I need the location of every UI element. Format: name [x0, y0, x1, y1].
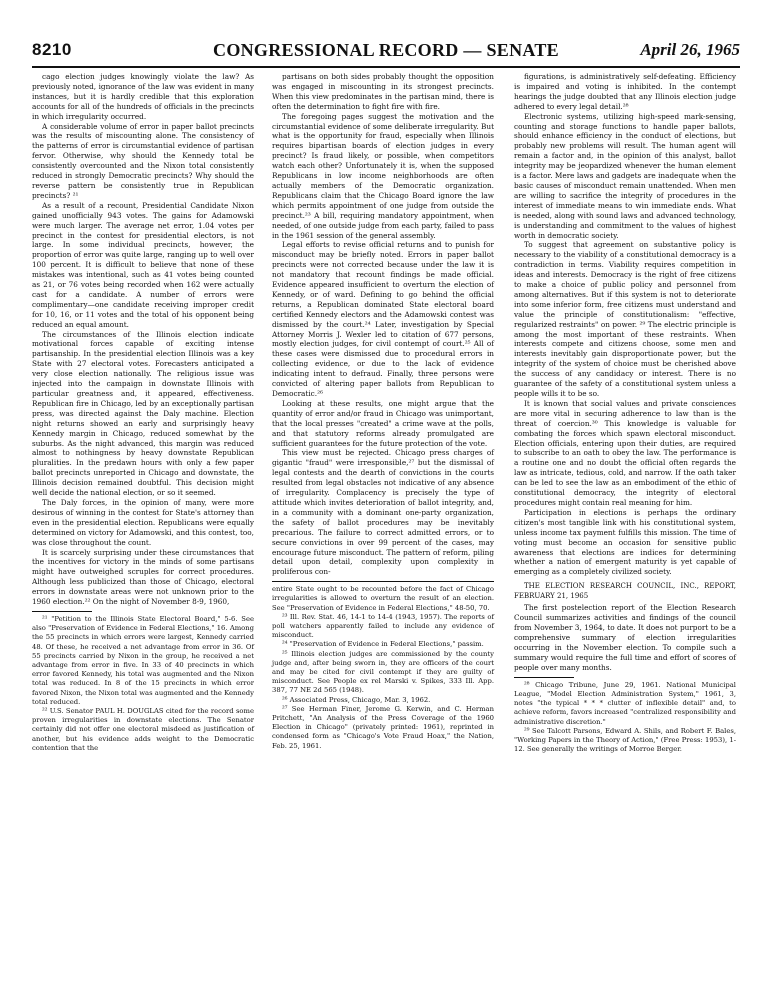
footnote-rule	[32, 611, 92, 612]
footnote: ²⁵ Illinois election judges are commissioned by the county judge and, after being sworn in, they are officers of the court and may be cited for civil contempt if they are guilty of misconduct. See People ex rel Marski v. Spikes, 333 Ill. App. 387, 77 NE 2d 565 (1948).	[272, 649, 494, 695]
footnotes	[272, 585, 494, 751]
paragraph: A considerable volume of error in paper ballot precincts was the results of miscounting alone. The consistency of the patterns of error is circumstantial evidence of partisan fervor. Otherwise, why should the Kennedy total be consistently overcounted and the Nixon total consistently reduced in strongly Democratic precincts? Why should the reverse pattern be consistently true in Republican precincts? ²¹	[32, 121, 254, 200]
column-3	[514, 72, 736, 754]
paragraph: The foregoing pages suggest the motivation and the circumstantial evidence of some deliberate irregularity. But what is the opportunity for fraud, especially when Illinois requires bipartisan boards of election judges in every precinct? Is fraud likely, or possible, when competitors watch each other? Unfortunately it is, when the supposed Republicans in low income neighborhoods are often actually members of the Democratic organization. Republicans claim that the Chicago Board ignore the law which permits appointment of one judge from outside the precinct.²³ A bill, requiring mandatory appointment, when needed, of one outside judge from each party, failed to pass in the 1961 session of the general assembly.	[272, 111, 494, 240]
paragraph: It is known that social values and private consciences are more vital in securing adherence to law than is the threat of coercion.³⁰ This knowledge is valuable for combating the forces which spawn electoral misconduct. Election officials, entering upon their duties, are required to subscribe to an oath to obey the law. The performance is a routine one and no doubt the official often regards the law as intricate, tedious, cold, and narrow. If the oath taker can be led to see the law as an embodiment of the ethic of constitutional democracy, the integrity of electoral procedures might contain real meaning for him.	[514, 398, 736, 507]
footnote: ²⁷ See Herman Finer, Jerome G. Kerwin, and C. Herman Pritchett, "An Analysis of the Press Coverage of the 1960 Election in Chicago" (privately printed: 1961), reprinted in condensed form as "Chicago's Vote Fraud Hoax," the Nation, Feb. 25, 1961.	[272, 704, 494, 750]
page-date: April 26, 1965	[640, 40, 740, 59]
paragraph: The Daly forces, in the opinion of many, were more desirous of winning in the contest for State's attorney than even in the presidential election. Republicans were equally determined on victory for Adamowski, and this contest, too, was close throughout the count.	[32, 497, 254, 547]
footnote-rule	[272, 581, 494, 582]
page-number: 8210	[32, 40, 72, 59]
column-1	[32, 72, 254, 753]
paragraph: As a result of a recount, Presidential Candidate Nixon gained unofficially 943 votes. The gains for Adamowski were much larger. The average net error, 1.04 votes per precinct in the contest for presidential electors, is not large. In some individual precincts, however, the proportion of error was quite large, ranging up to well over 100 percent. It is difficult to believe that none of these mistakes was intentional, such as 41 votes being counted as 21, or 76 votes being recorded when 162 were actually cast for a candidate. A number of errors were complimentary—one candidate receiving improper credit for 10, 16, or 11 votes and the total of his opponent being reduced an equal amount.	[32, 200, 254, 329]
footnote: ²⁹ See Talcott Parsons, Edward A. Shils, and Robert F. Bales, "Working Papers in the Theory of Action," (Free Press: 1953), 1-12. See generally the writings of Morroe Berger.	[514, 726, 736, 754]
paragraph: Legal efforts to revise official returns and to punish for misconduct may be briefly noted. Errors in paper ballot precincts were not corrected because under the law it is not mandatory that recount findings be made official. Evidence appeared insufficient to overturn the election of Kennedy, or of ward. Defining to go behind the official returns, a Republican dominated State electoral board certified Kennedy electors and the Adamowski contest was dismissed by the court.²⁴ Later, investigation by Special Attorney Morris J. Wexler led to citation of 677 persons, mostly election judges, for civil contempt of court.²⁵ All of these cases were dismissed due to procedural errors in collecting evidence, or due to the lack of evidence indicating intent to defraud. Finally, three persons were convicted of altering paper ballots from Republican to Democratic.²⁶	[272, 240, 494, 398]
paragraph: partisans on both sides probably thought the opposition was engaged in miscounting in its strongest precincts. When this view predominates in the partisan mind, there is often the determination to fight fire with fire.	[272, 72, 494, 111]
paragraph: It is scarcely surprising under these circumstances that the incentives for victory in the minds of some partisans might have outweighed scruples for correct procedures. Although less publicized than those of Chicago, electoral errors in downstate areas were not unknown prior to the 1960 election.²² On the night of November 8-9, 1960,	[32, 547, 254, 607]
footnote: ²⁶ Associated Press, Chicago, Mar. 3, 1962.	[282, 695, 431, 704]
paragraph: figurations, is administratively self-defeating. Efficiency is impaired and voting is inhibited. In the contempt hearings the judge doubted that any Illinois election judge adhered to every legal detail.²⁸	[514, 72, 736, 111]
footnotes	[514, 681, 736, 755]
paragraph: Participation in elections is perhaps the ordinary citizen's most tangible link with his constitutional system, unless income tax payment fulfills this mission. The time of voting must become an occasion for sensitive public awareness that elections are indices for determining whether a nation of emergent maturity is yet capable of emerging as a completely civilized society.	[514, 507, 736, 577]
footnote: ²² U.S. Senator PAUL H. DOUGLAS cited for the record some proven irregularities in downstate elections. The Senator certainly did not offer one electoral misdeed as justification of another, but his evidence adds weight to the Democratic contention that the	[32, 706, 254, 752]
paragraph: This view must be rejected. Chicago press charges of gigantic "fraud" were irresponsible,²⁷ but the dismissal of legal contests and the dearth of convictions in the courts resulted from legal obstacles not indicative of any absence of irregularity. Complacency is precisely the type of attitude which invites deterioration of ballot integrity, and, in a community with a dominant one-party organization, the safety of ballot procedures may be inevitably precarious. The failure to correct admitted errors, or to secure convictions in over 99 percent of the cases, may encourage future misconduct. The pattern of reform, piling detail upon detail, complexity upon complexity in proliferous con-	[272, 448, 494, 577]
paragraph: Looking at these results, one might argue that the quantity of error and/or fraud in Chicago was unimportant, that the local presses "created" a crime wave at the polls, and that statutory reforms already promulgated are sufficient guarantees for the future protection of the vote.	[272, 398, 494, 448]
page-title: CONGRESSIONAL RECORD — SENATE	[213, 40, 559, 60]
paragraph: The circumstances of the Illinois election indicate motivational forces capable of exciting intense partisanship. In the presidential election Illinois was a key State with 27 electoral votes. Forecasters anticipated a very close election nationally. The religious issue was injected into the campaign in downstate Illinois with particular greatness and, it appeared, effectiveness. Republican fire in Chicago, led by an exceptionally partisan press, was directed against the Daly machine. Election night returns showed an early and surprisingly heavy Kennedy margin in Chicago, reduced somewhat by the suburbs. As the night advanced, this margin was reduced almost to nothingness by heavy downstate Republican pluralities. In the predawn hours with only a few paper ballot precincts unreported in Chicago and downstate, the Illinois decision remained doubtful. This decision might well decide the national election, or so it seemed.	[32, 329, 254, 498]
paragraph: To suggest that agreement on substantive policy is necessary to the viability of a constitutional democracy is a contradiction in terms. Viability requires competition in ideas and interests. Democracy is the right of free citizens to make a choice of public policy and personnel from among alternatives. But if this system is not to deteriorate into some inferior form, free citizens must understand and value the principle of constitutionalism: "effective, regularized restraints" on power. ²⁹ The electric principle is among the most important of these restraints. When interests compete and citizens choose, some men and interests inevitably gain disproportionate power, but the integrity of the system of choice must be cherished above the success of any candidacy or interest. There is no guarantee of the safety of a constitutional system unless a people wills it to be so.	[514, 240, 736, 398]
paragraph: Electronic systems, utilizing high-speed mark-sensing, counting and storage functions to handle paper ballots, should enhance efficiency in the conduct of elections, but probably new problems will result. The human agent will remain a factor and, in the opinion of this analyst, ballot integrity may be jeopardized whenever the human element is a factor. Mere laws and gadgets are inadequate when the basic causes of misconduct remain unattended. When men are willing to sacrifice the integrity of procedures in the interest of immediate means to win immediate ends. What is needed, along with sound laws and advanced technology, is understanding and commitment to the values of highest worth in democratic society.	[514, 111, 736, 240]
paragraph: cago election judges knowingly violate the law? As previously noted, ignorance of the law was evident in many instances, but it is hardly credible that this exploration accounts for all of the hundreds of officials in the precincts in which irregularity occurred.	[32, 72, 254, 121]
paragraph: The first postelection report of the Election Research Council summarizes activities and findings of the council from November 3, 1964, to date. It does not purport to be a comprehensive summary of election irregularities occurring in the November election. To compile such a summary would require the full time and effort of scores of people over many months.	[514, 603, 736, 672]
footnote: ²¹ "Petition to the Illinois State Electoral Board," 5-6. See also "Preservation of Evidence in Federal Elections," 16. Among the 55 precincts in which errors were largest, Kennedy carried 48. Of these, he received a net advantage from error in 36. Of 55 precincts carried by Nixon in the group, he received a net advantage from error in five. In 33 of 40 precincts in which error favored Kennedy, his total was augmented and the Nixon total was reduced. In 8 of the 15 precincts in which error favored Nixon, the Nixon total was augmented and the Kennedy total reduced.	[32, 614, 254, 706]
page-header	[32, 40, 740, 64]
footnote: ²⁴ "Preservation of Evidence in Federal Elections," passim.	[282, 640, 484, 649]
section-heading: THE ELECTION RESEARCH COUNCIL, INC., REPORT, FEBRUARY 21, 1965	[514, 582, 736, 600]
footnotes	[32, 615, 254, 753]
column-2	[272, 72, 494, 751]
footnote: ²³ Ill. Rev. Stat. 46, 14-1 to 14-4 (1943, 1957). The reports of poll watchers apparently failed to include any evidence of misconduct.	[272, 612, 494, 640]
footnote-continuation: entire State ought to be recounted before the fact of Chicago irregularities is allowed to overturn the result of an election. See "Preservation of Evidence in Federal Elections," 48-50, 70.	[272, 585, 494, 612]
header-rule	[32, 66, 740, 68]
footnote-rule	[514, 677, 574, 678]
footnote: ²⁸ Chicago Tribune, June 29, 1961. National Municipal League, "Model Election Administration System," 1961, 3, notes "the typical * * * clutter of inflexible detail" and, to achieve reform, favors increased "centralized responsibility and administrative discretion."	[514, 680, 736, 726]
